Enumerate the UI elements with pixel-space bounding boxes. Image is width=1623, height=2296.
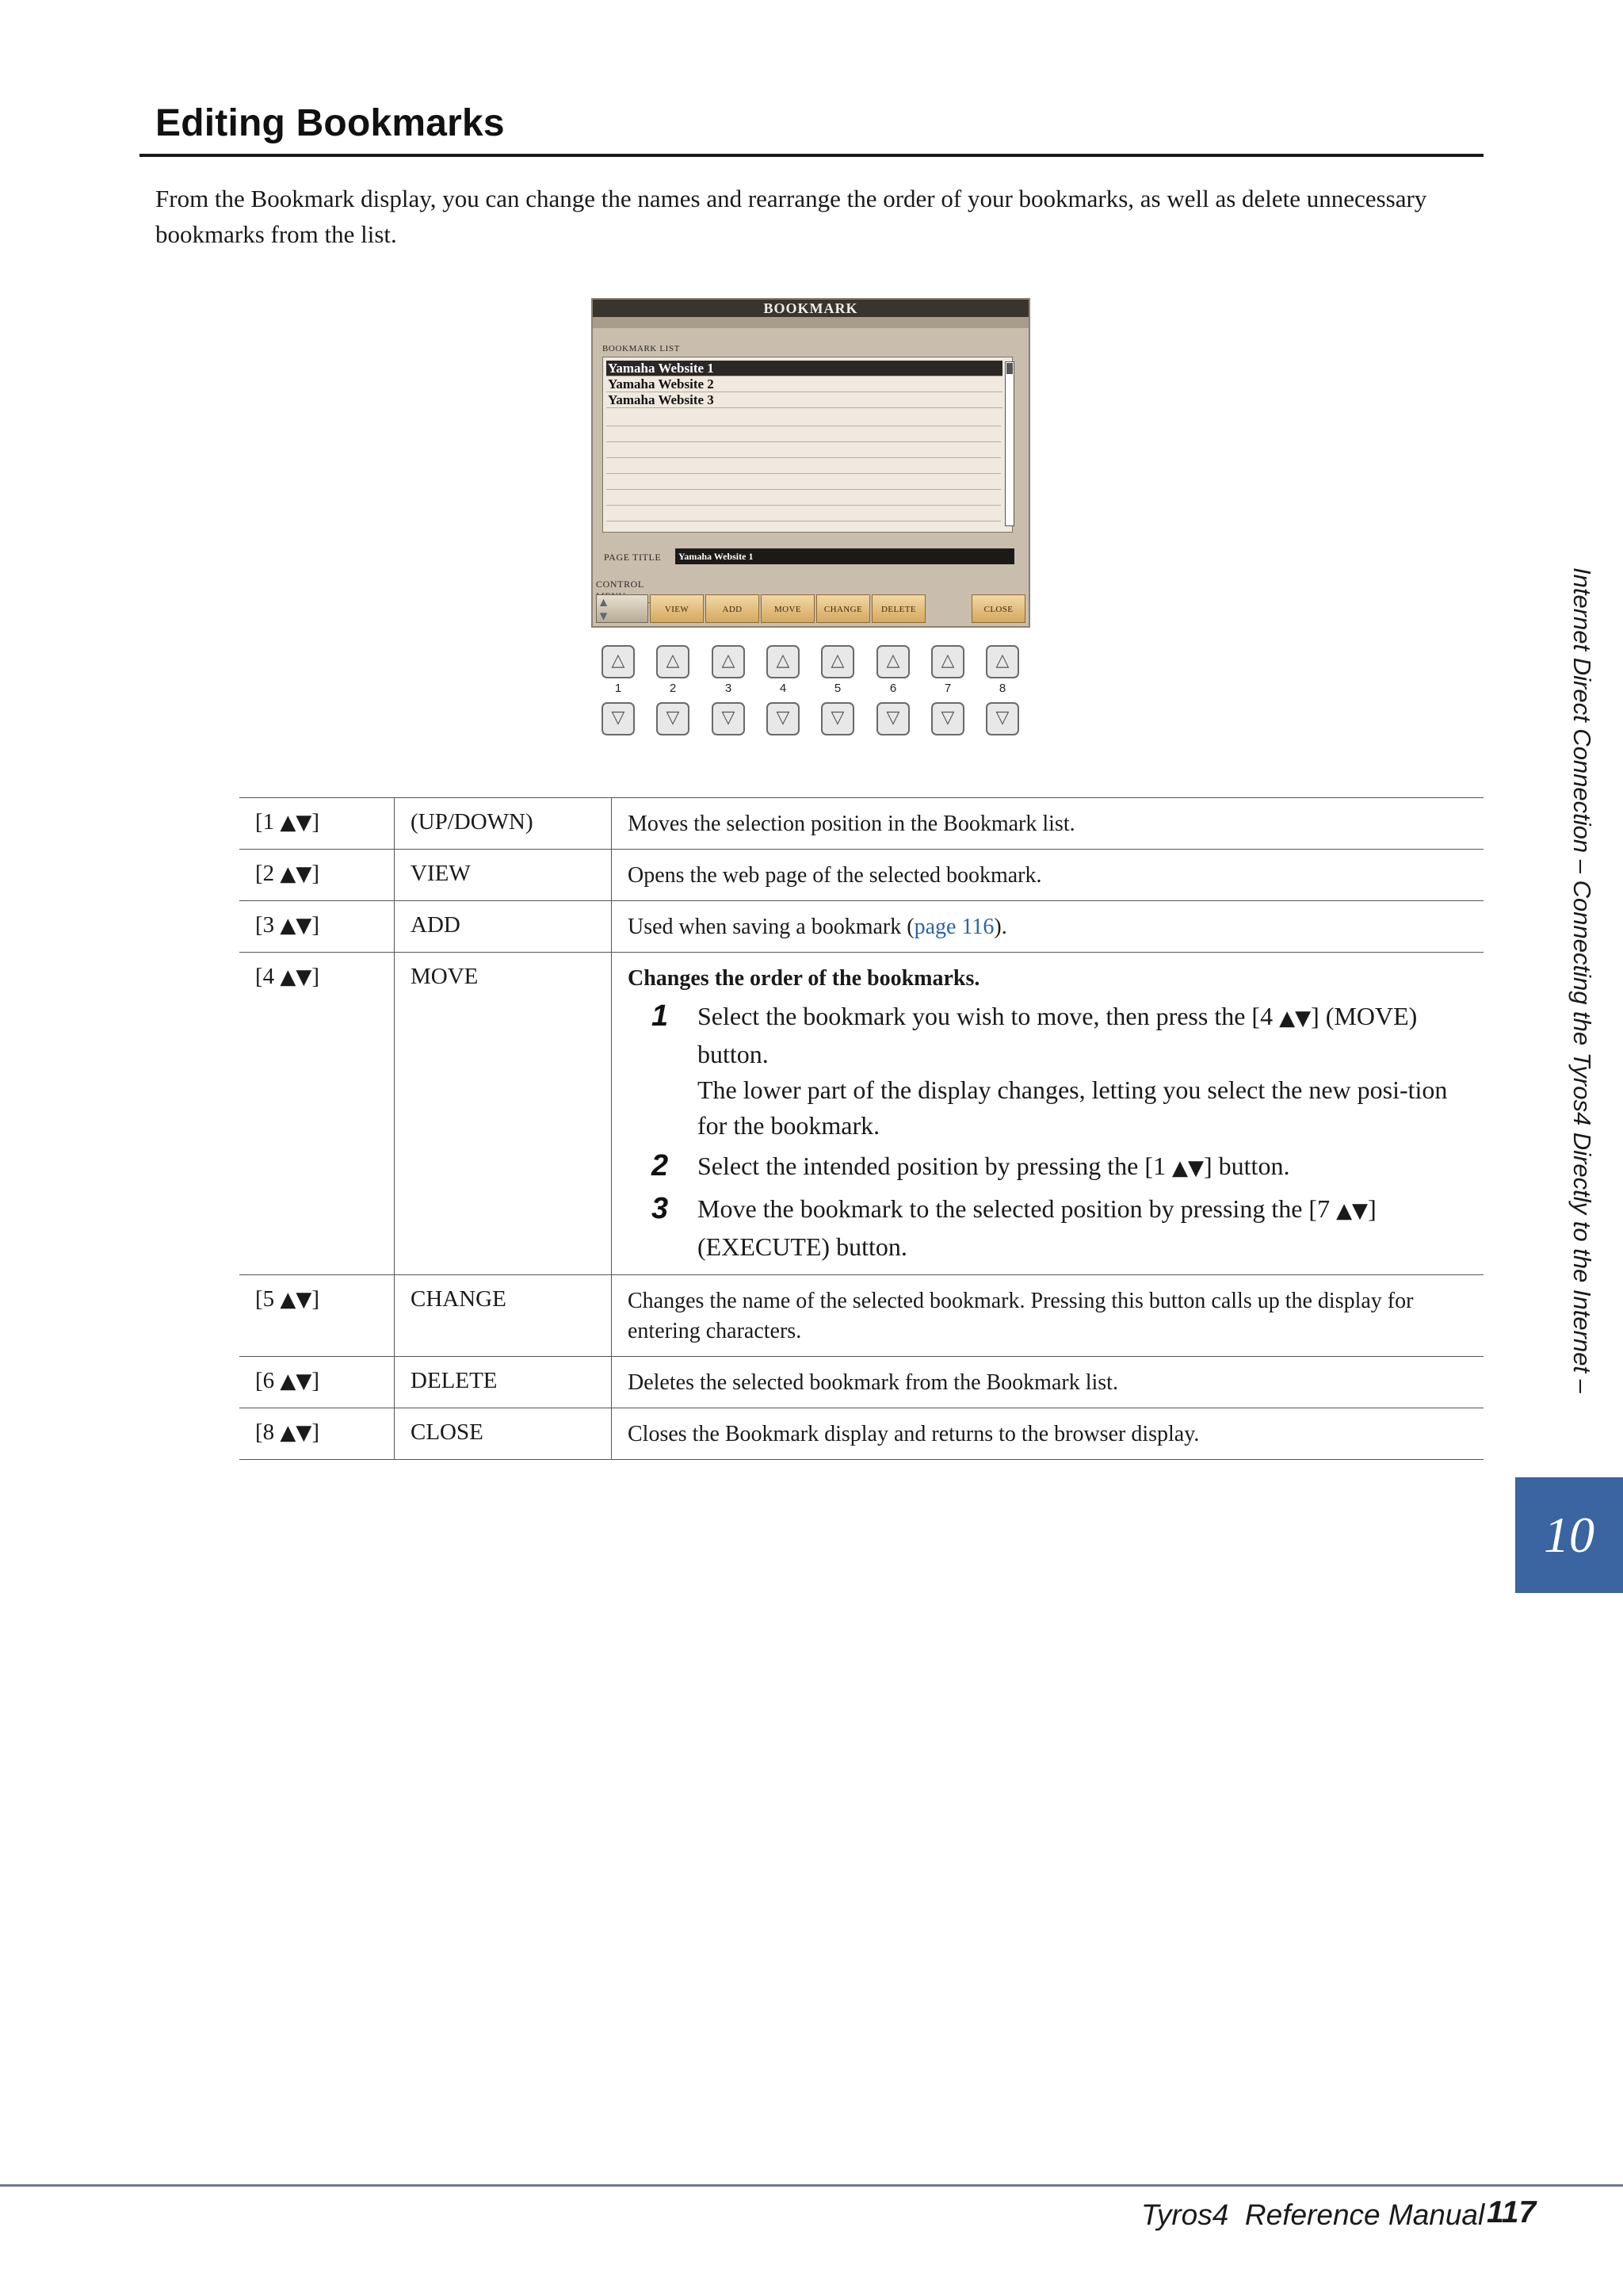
function-name-cell: CHANGE	[395, 1275, 612, 1357]
button-number: 6	[889, 682, 897, 695]
section-heading: Editing Bookmarks	[155, 102, 505, 144]
button-key-cell: [1 ▲▼]	[239, 798, 395, 850]
list-rule	[606, 441, 1001, 442]
screen-close-button: CLOSE	[972, 594, 1025, 623]
up-arrow-icon: △	[656, 645, 689, 678]
down-arrow-icon: ▽	[712, 702, 745, 735]
list-rule	[606, 489, 1001, 490]
updown-arrows-icon: ▲▼	[596, 594, 648, 623]
scrollbar-thumb	[1006, 363, 1013, 374]
list-scrollbar	[1005, 361, 1014, 526]
button-key-cell: [8 ▲▼]	[239, 1408, 395, 1460]
down-arrow-icon: ▽	[656, 702, 689, 735]
button-key-cell: [4 ▲▼]	[239, 953, 395, 1275]
down-arrow-icon: ▽	[821, 702, 854, 735]
screen-view-button: VIEW	[650, 594, 704, 623]
bookmark-screen-image	[591, 298, 1030, 628]
chapter-tab: 10	[1515, 1477, 1623, 1593]
screen-change-button: CHANGE	[816, 594, 870, 623]
button-key-cell: [2 ▲▼]	[239, 850, 395, 901]
table-row	[239, 798, 1484, 850]
bookmark-item: Yamaha Website 2	[606, 376, 1002, 392]
step-number: 2	[651, 1149, 669, 1182]
function-name-cell: MOVE	[395, 953, 612, 1275]
up-arrow-icon: △	[601, 645, 635, 678]
footer-rule	[0, 2184, 1623, 2187]
button-number: 1	[614, 682, 622, 695]
step-number: 1	[651, 999, 669, 1033]
bookmark-list	[602, 357, 1013, 533]
screen-title-band	[593, 317, 1029, 328]
button-key-cell: [5 ▲▼]	[239, 1275, 395, 1357]
procedure-step: 1 Select the bookmark you wish to move, then press the [4 ▲▼] (MOVE) button. The lower part of the display changes, letting you select the new posi-tion for the bookmark.	[651, 999, 1448, 1140]
down-arrow-icon: ▽	[931, 702, 964, 735]
button-number: 8	[999, 682, 1006, 695]
button-number: 4	[779, 682, 787, 695]
down-arrow-icon: ▽	[766, 702, 800, 735]
updown-triangles-icon: ▲▼	[280, 965, 312, 989]
screen-move-button: MOVE	[761, 594, 815, 623]
button-number: 2	[669, 682, 677, 695]
control-menu	[596, 594, 1025, 623]
updown-triangles-icon: ▲▼	[280, 811, 312, 835]
page-number: 117	[1487, 2195, 1537, 2229]
button-key-cell: [6 ▲▼]	[239, 1357, 395, 1408]
function-desc-cell	[612, 953, 1484, 1275]
control-menu-label: CONTROL	[596, 579, 658, 603]
move-heading: Changes the order of the bookmarks.	[628, 966, 980, 991]
screen-delete-button: DELETE	[872, 594, 926, 623]
function-desc-cell: Deletes the selected bookmark from the Bookmark list.	[612, 1357, 1484, 1408]
heading-rule	[139, 154, 1484, 157]
button-number: 7	[944, 682, 952, 695]
function-desc-cell: Used when saving a bookmark (page 116).	[612, 901, 1484, 953]
function-name-cell: ADD	[395, 901, 612, 953]
down-arrow-icon: ▽	[876, 702, 910, 735]
down-arrow-icon: ▽	[986, 702, 1019, 735]
up-arrow-icon: △	[712, 645, 745, 678]
updown-triangles-icon: ▲▼	[280, 862, 312, 886]
function-name-cell: VIEW	[395, 850, 612, 901]
page-title-label: PAGE TITLE	[604, 552, 662, 563]
table-row	[239, 1275, 1484, 1357]
updown-triangles-icon: ▲▼	[280, 1288, 312, 1312]
button-function-table	[239, 797, 1484, 1460]
updown-triangles-icon: ▲▼	[280, 914, 312, 938]
table-row	[239, 1408, 1484, 1460]
updown-triangles-icon: ▲▼	[280, 1370, 312, 1393]
list-rule	[606, 505, 1001, 506]
screen-add-button: ADD	[705, 594, 759, 623]
up-arrow-icon: △	[931, 645, 964, 678]
bookmark-item-selected: Yamaha Website 1	[606, 361, 1002, 376]
function-name-cell: (UP/DOWN)	[395, 798, 612, 850]
function-desc-cell: Moves the selection position in the Bookmark list.	[612, 798, 1484, 850]
chapter-side-title: Internet Direct Connection – Connecting the Tyros4 Directly to the Internet –	[1568, 567, 1596, 1393]
button-number: 3	[724, 682, 732, 695]
function-name-cell: DELETE	[395, 1357, 612, 1408]
updown-triangles-icon: ▲▼	[280, 1421, 312, 1445]
function-name-cell: CLOSE	[395, 1408, 612, 1460]
up-arrow-icon: △	[821, 645, 854, 678]
function-desc-cell: Opens the web page of the selected bookmark.	[612, 850, 1484, 901]
up-arrow-icon: △	[986, 645, 1019, 678]
down-arrow-icon: ▽	[601, 702, 635, 735]
function-desc-cell: Closes the Bookmark display and returns to the browser display.	[612, 1408, 1484, 1460]
table-row	[239, 850, 1484, 901]
up-arrow-icon: △	[766, 645, 800, 678]
step-number: 3	[651, 1192, 669, 1225]
bookmark-item: Yamaha Website 3	[606, 392, 1002, 408]
table-row	[239, 1357, 1484, 1408]
page-link[interactable]: page 116	[914, 915, 995, 939]
procedure-step: 2 Select the intended position by pressing the [1 ▲▼] button.	[651, 1149, 1290, 1182]
table-row	[239, 953, 1484, 1275]
page-title-field: Yamaha Website 1	[675, 548, 1014, 564]
table-row	[239, 901, 1484, 953]
bookmark-list-label: BOOKMARK LIST	[602, 344, 680, 353]
up-arrow-icon: △	[876, 645, 910, 678]
screen-title: BOOKMARK	[593, 300, 1029, 317]
intro-paragraph: From the Bookmark display, you can change the names and rearrange the order of your bookmarks, as well as delete unnecessary bookmarks from the list.	[155, 185, 1427, 248]
function-desc-cell: Changes the name of the selected bookmark. Pressing this button calls up the display for entering characters.	[612, 1275, 1484, 1357]
procedure-step: 3 Move the bookmark to the selected position by pressing the [7 ▲▼] (EXECUTE) button.	[651, 1192, 1377, 1261]
list-rule	[606, 457, 1001, 458]
button-key-cell: [3 ▲▼]	[239, 901, 395, 953]
footer-manual-title: Tyros4 Reference Manual	[1141, 2199, 1485, 2231]
list-rule	[606, 473, 1001, 474]
button-number: 5	[834, 682, 842, 695]
